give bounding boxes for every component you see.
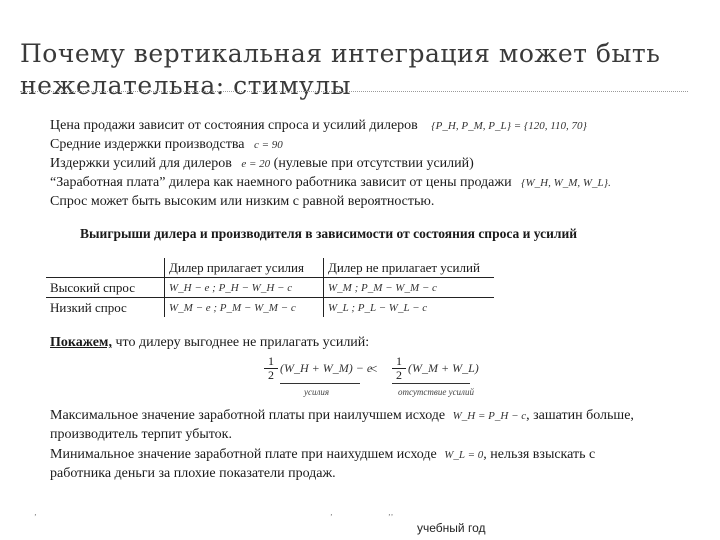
cell-high-no-effort: W_M ; P_M − W_M − c (324, 278, 495, 298)
underbrace-left (280, 383, 360, 384)
title-line-2: нежелательна: стимулы (20, 71, 352, 100)
conclusion-line-3 (50, 447, 595, 463)
text-line-3-tail: (нулевые при отсутствии усилий) (273, 156, 474, 171)
underbrace-right-label: отсутствие усилий (398, 387, 474, 397)
cell-high-effort: W_H − e ; P_H − W_H − c (165, 278, 324, 298)
formula-left-expr: (W_H + W_M) − e (280, 361, 373, 375)
conclusion-line-2 (50, 427, 232, 443)
text-line-4-math: {W_H, W_M, W_L}. (521, 177, 611, 189)
cell-low-no-effort: W_L ; P_L − W_L − c (324, 298, 495, 318)
payoff-table (46, 258, 494, 317)
text-line-1 (50, 118, 587, 134)
conclusion-line-3-math: W_L = 0 (444, 449, 484, 461)
text-line-2-label: Средние издержки производства (50, 137, 245, 152)
text-line-1-math: {P_H, P_M, P_L} = {120, 110, 70} (431, 120, 587, 132)
title-line-1: Почему вертикальная интеграция может быть (20, 39, 661, 68)
underbrace-right (392, 383, 470, 384)
fraction-left-den: 2 (264, 368, 278, 382)
fraction-right (392, 355, 406, 382)
text-line-4-label: “Заработная плата” дилера как наемного работника зависит от цены продажи (50, 175, 512, 190)
conclusion-line-3b: , нельзя взыскать с (483, 447, 596, 462)
row-label-low: Низкий спрос (50, 299, 127, 315)
conclusion-line-1b: , зашатин больше, (526, 408, 634, 423)
slide-title (20, 38, 700, 102)
text-line-5-label: Спрос может быть высоким или низким с равной вероятностью. (50, 194, 435, 209)
underbrace-left-label: усилия (304, 387, 330, 397)
footer-mark-left: ‚ (34, 508, 37, 517)
formula-right-expr: (W_M + W_L) (408, 361, 479, 375)
inequality-formula (262, 355, 492, 403)
text-line-3-math: e = 20 (241, 158, 271, 170)
table-header-row (46, 258, 494, 278)
text-line-3-label: Издержки усилий для дилеров (50, 156, 232, 171)
fraction-right-num: 1 (396, 354, 402, 368)
footer-mark-right: ‚‚ (388, 508, 394, 517)
header-no-effort: Дилер не прилагает усилий (324, 258, 495, 278)
text-line-2 (50, 137, 283, 153)
conclusion-line-4-text: работника деньги за плохие показатели продаж. (50, 466, 336, 481)
conclusion-line-2-text: производитель терпит убыток. (50, 427, 232, 442)
text-line-2-math: c = 90 (253, 139, 283, 151)
footer-year-label: учебный год (417, 521, 486, 535)
table-row-high-demand (46, 278, 494, 298)
conclusion-line-3a: Минимальное значение заработной плате при наихудшем исходе (50, 447, 437, 462)
claim-rest: что дилеру выгоднее не прилагать усилий: (111, 335, 370, 350)
text-line-4 (50, 175, 611, 191)
text-line-3 (50, 156, 474, 172)
header-effort: Дилер прилагает усилия (165, 258, 324, 278)
conclusion-line-1 (50, 408, 634, 424)
claim-line (50, 335, 369, 351)
cell-low-effort: W_M − e ; P_M − W_M − c (165, 298, 324, 318)
fraction-right-den: 2 (392, 368, 406, 382)
text-line-1-label: Цена продажи зависит от состояния спроса и усилий дилеров (50, 118, 418, 133)
text-line-5 (50, 194, 434, 210)
title-divider (20, 91, 688, 92)
row-label-high: Высокий спрос (46, 278, 165, 298)
conclusion-line-1-math: W_H = P_H − c (452, 410, 527, 422)
table-title: Выигрыши дилера и производителя в зависимости от состояния спроса и усилий (80, 226, 578, 241)
conclusion-line-4 (50, 466, 336, 482)
fraction-left (264, 355, 278, 382)
conclusion-line-1a: Максимальное значение заработной платы при наилучшем исходе (50, 408, 446, 423)
table-row-low-demand (46, 298, 494, 318)
table-corner-cell (46, 258, 165, 278)
fraction-left-num: 1 (268, 354, 274, 368)
claim-lead: Покажем, (50, 335, 112, 350)
formula-relation: < (370, 361, 378, 376)
footer-mark-mid: ‚ (330, 508, 333, 517)
